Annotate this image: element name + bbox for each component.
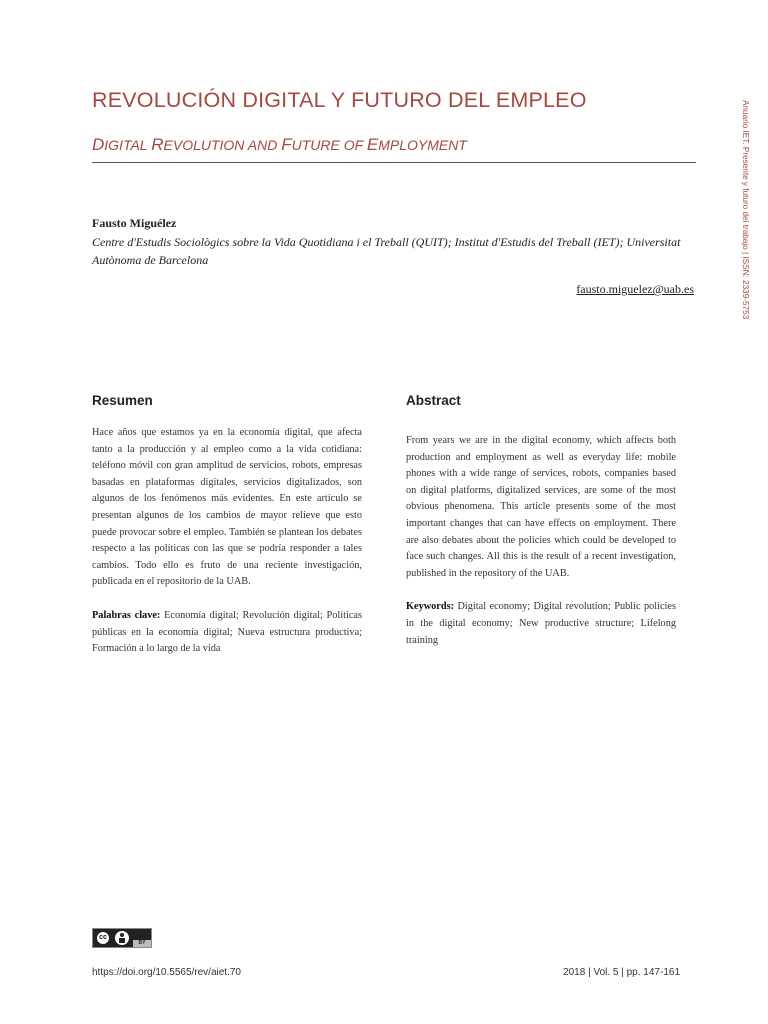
abstract-body: From years we are in the digital economy, which affects both production and employment as well as everyday life: mobile phones with a wide range of services, robots, companies based on digital platforms, digitalized services, are some of the most obvious phenomena. This article presents some of the most important changes that can have effects on employment. There are also debates about the policies which could be developed to face such changes. All this is the result of a recent investigation, published in the repository of the UAB.	[406, 435, 676, 579]
journal-sidebar-text: Anuario IET. Presente y futuro del trabajo | ISSN: 2339-5753	[741, 100, 750, 320]
cc-by-license-badge[interactable]	[92, 928, 152, 948]
doi-link[interactable]: https://doi.org/10.5565/rev/aiet.70	[92, 967, 241, 978]
author-affiliation: Centre d'Estudis Sociològics sobre la Vida Quotidiana i el Treball (QUIT); Institut d'Estudis del Treball (IET); Universitat Autònoma de Barcelona	[92, 235, 681, 267]
author-name: Fausto Miguélez	[92, 216, 177, 230]
resumen-heading: Resumen	[92, 393, 153, 408]
citation-info: 2018 | Vol. 5 | pp. 147-161	[563, 967, 680, 978]
resumen-body: Hace años que estamos ya en la economía digital, que afecta tanto a la producción y al empleo como a la vida cotidiana: teléfono móvil con gran amplitud de servicios, robots, empresas basadas en plataformas digitales, servicios digitalizados, son algunos de los fenómenos más evidentes. En este artículo se presentan algunos de los cambios de mayor relieve que esto puede provocar sobre el empleo. También se plantean los debates respecto a las políticas con las que se podría responder a tales cambios. Todo ello es fruto de una reciente investigación, publicada en el repositorio de la UAB.	[92, 427, 362, 588]
journal-sidebar	[738, 100, 752, 350]
abstract-keywords-label: Keywords:	[406, 601, 455, 613]
abstract-keywords	[406, 599, 676, 649]
title-divider	[92, 162, 696, 163]
author-email-link[interactable]: fausto.miguelez@uab.es	[576, 282, 694, 296]
article-subtitle: DIGITAL REVOLUTION AND FUTURE OF EMPLOYMENT	[92, 135, 467, 154]
abstract-heading: Abstract	[406, 393, 461, 408]
by-label: BY	[133, 940, 151, 947]
resumen-keywords-text: Economía digital; Revolución digital; Políticas públicas en la economía digital; Nueva estructura productiva; Formación a lo largo de la vida	[92, 609, 363, 655]
resumen-keywords-label: Palabras clave:	[92, 609, 161, 621]
article-title: REVOLUCIÓN DIGITAL Y FUTURO DEL EMPLEO	[92, 88, 587, 112]
resumen-keywords	[92, 608, 362, 658]
attribution-icon	[115, 931, 129, 945]
abstract-column	[406, 433, 676, 649]
resumen-column	[92, 425, 362, 658]
cc-icon: cc	[96, 931, 110, 945]
abstract-keywords-text: Digital economy; Digital revolution; Public policies in the digital economy; New productive structure; Lifelong training	[406, 601, 676, 646]
